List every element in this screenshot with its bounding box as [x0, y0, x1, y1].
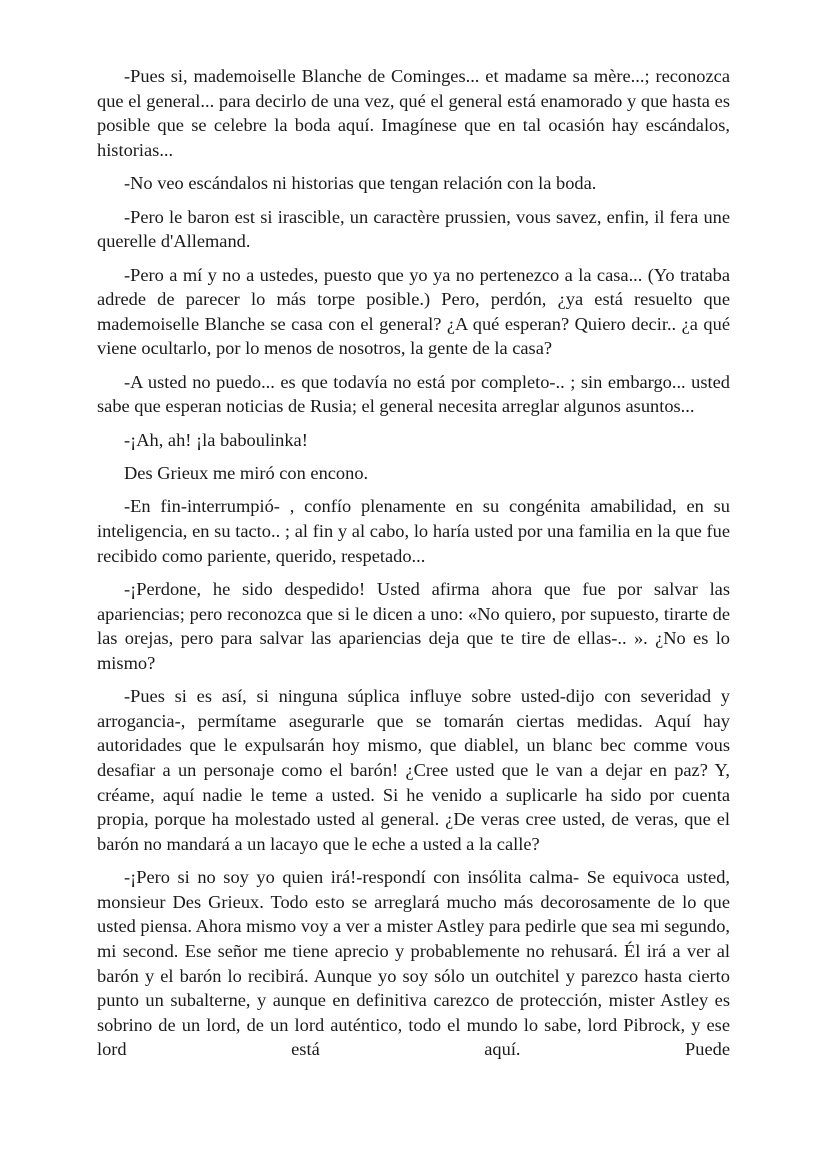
paragraph-1: -Pues si, mademoiselle Blanche de Cominges... et madame sa mère...; reconozca que el general... para decirlo de una vez, qué el general está enamorado y que hasta es posible que se celebre la boda aquí. Imagínese que en tal ocasión hay escándalos, historias... [97, 66, 730, 160]
document-page [97, 64, 730, 1071]
paragraph-3: -Pero le baron est si irascible, un caractère prussien, vous savez, enfin, il fera une querelle d'Allemand. [97, 206, 730, 252]
paragraph-9: -¡Perdone, he sido despedido! Usted afirma ahora que fue por salvar las apariencias; pero reconozca que si le dicen a uno: «No quiero, por supuesto, tirarte de las orejas, pero para salvar las apariencias deja que te tire de ellas-.. ». ¿No es lo mismo? [97, 579, 730, 673]
paragraph-2: -No veo escándalos ni historias que tengan relación con la boda. [124, 173, 597, 194]
paragraph-5: -A usted no puedo... es que todavía no está por completo-.. ; sin embargo... usted sabe que esperan noticias de Rusia; el general necesita arreglar algunos asuntos... [97, 371, 730, 417]
paragraph-6: -¡Ah, ah! ¡la baboulinka! [124, 429, 308, 450]
paragraph-11: -¡Pero si no soy yo quien irá!-respondí con insólita calma- Se equivoca usted, monsieur Des Grieux. Todo esto se arreglará mucho más decorosamente de lo que usted piensa. Ahora mismo voy a ver a mister Astley para pedirle que sea mi segundo, mi second. Ese señor me tiene aprecio y probablemente no rehusará. Él irá a ver al barón y el barón lo recibirá. Aunque yo soy sólo un outchitel y parezco hasta cierto punto un subalterne, y aunque en definitiva carezco de protección, mister Astley es sobrino de un lord, de un lord auténtico, todo el mundo lo sabe, lord Pibrock, y ese lord está aquí. Puede [97, 867, 730, 1060]
paragraph-10: -Pues si es así, si ninguna súplica influye sobre usted-dijo con severidad y arrogancia-, permítame asegurarle que se tomarán ciertas medidas. Aquí hay autoridades que le expulsarán hoy mismo, que diablel, un blanc bec comme vous desafiar a un personaje como el barón! ¿Cree usted que le van a dejar en paz? Y, créame, aquí nadie le teme a usted. Si he venido a suplicarle ha sido por cuenta propia, porque ha molestado usted al general. ¿De veras cree usted, de veras, que el barón no mandará a un lacayo que le eche a usted a la calle? [97, 686, 730, 854]
paragraph-7: Des Grieux me miró con encono. [124, 463, 369, 484]
paragraph-8: -En fin-interrumpió- , confío plenamente en su congénita amabilidad, en su inteligencia, en su tacto.. ; al fin y al cabo, lo haría usted por una familia en la que fue recibido como pariente, querido, respetado... [97, 496, 730, 566]
paragraph-4: -Pero a mí y no a ustedes, puesto que yo ya no pertenezco a la casa... (Yo trataba adrede de parecer lo más torpe posible.) Pero, perdón, ¿ya está resuelto que mademoiselle Blanche se casa con el general? ¿A qué esperan? Quiero decir.. ¿a qué viene ocultarlo, por lo menos de nosotros, la gente de la casa? [97, 264, 730, 359]
